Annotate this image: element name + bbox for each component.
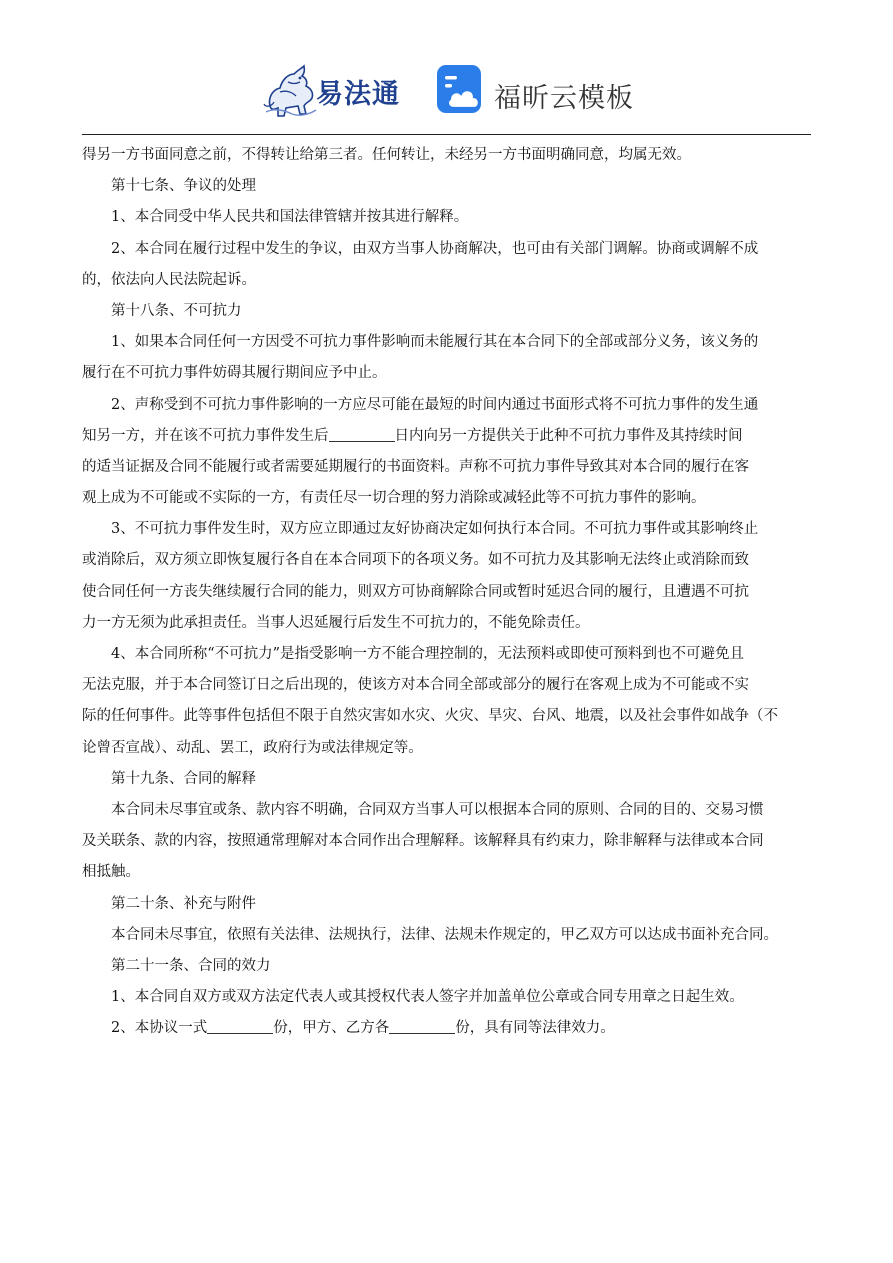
- line-text-before-blank: 2、本协议一式: [111, 1020, 208, 1037]
- contract-line: 的，依法向人民法院起诉。: [82, 271, 256, 288]
- contract-line: 3、不可抗力事件发生时，双方应立即通过友好协商决定如何执行本合同。不可抗力事件或其影响终止: [111, 521, 759, 538]
- contract-line: 或消除后，双方须立即恢复履行各自在本合同项下的各项义务。如不可抗力及其影响无法终止或消除而致: [82, 552, 749, 569]
- contract-line: [82, 421, 814, 452]
- contract-line: 力一方无须为此承担责任。当事人迟延履行后发生不可抗力的，不能免除责任。: [82, 614, 590, 631]
- contract-line: 第二十条、补充与附件: [111, 895, 256, 912]
- line-text-before-blank: 知另一方，并在该不可抗力事件发生后: [82, 427, 329, 444]
- foxit-brand-text: 福昕云模板: [494, 83, 634, 114]
- foxit-cloud-template-logo: [436, 64, 646, 120]
- line-text-between-blanks: 份，甲方、乙方各: [273, 1020, 390, 1037]
- contract-line: 相抵触。: [82, 864, 140, 881]
- contract-line: 4、本合同所称“不可抗力”是指受影响一方不能合理控制的，无法预料或即使可预料到也不可避免且: [111, 646, 745, 662]
- contract-body: [82, 140, 814, 1044]
- contract-line: 第二十一条、合同的效力: [111, 957, 271, 974]
- contract-line: 的适当证据及合同不能履行或者需要延期履行的书面资料。声称不可抗力事件导致其对本合同的履行在客: [82, 458, 749, 475]
- contract-line: 2、声称受到不可抗力事件影响的一方应尽可能在最短的时间内通过书面形式将不可抗力事件的发生通: [111, 396, 759, 413]
- contract-line: 履行在不可抗力事件妨碍其履行期间应予中止。: [82, 365, 387, 382]
- contract-line: 1、如果本合同任何一方因受不可抗力事件影响而未能履行其在本合同下的全部或部分义务，该义务的: [111, 334, 759, 351]
- contract-line: 及关联条、款的内容，按照通常理解对本合同作出合理解释。该解释具有约束力，除非解释与法律或本合同: [82, 833, 764, 850]
- contract-line: 使合同任何一方丧失继续履行合同的能力，则双方可协商解除合同或暂时延迟合同的履行，且遭遇不可抗: [82, 583, 749, 600]
- contract-line: 第十七条、争议的处理: [111, 178, 256, 195]
- yifatong-logo: [262, 62, 414, 118]
- qilin-horse-icon: [262, 62, 320, 118]
- contract-line: 观上成为不可能或不实际的一方，有责任尽一切合理的努力消除或减轻此等不可抗力事件的影响。: [82, 490, 706, 507]
- contract-line: 本合同未尽事宜或条、款内容不明确，合同双方当事人可以根据本合同的原则、合同的目的、交易习惯: [111, 801, 764, 818]
- contract-line: 论曾否宣战）、动乱、罢工，政府行为或法律规定等。: [82, 739, 423, 756]
- cloud-document-icon: [436, 64, 486, 116]
- contract-line: 1、本合同自双方或双方法定代表人或其授权代表人签字并加盖单位公章或合同专用章之日起生效。: [111, 989, 744, 1006]
- yifatong-brand-text: 易法通: [316, 79, 400, 110]
- contract-line: 2、本合同在履行过程中发生的争议，由双方当事人协商解决，也可由有关部门调解。协商或调解不成: [111, 240, 759, 257]
- contract-line: 本合同未尽事宜，依照有关法律、法规执行，法律、法规未作规定的，甲乙双方可以达成书面补充合同。: [111, 926, 778, 943]
- contract-line: 1、本合同受中华人民共和国法律管辖并按其进行解释。: [111, 209, 469, 226]
- header-divider: [82, 134, 811, 135]
- line-text-after-blank: 日内向另一方提供关于此种不可抗力事件及其持续时间: [394, 427, 743, 444]
- contract-line: 无法克服，并于本合同签订日之后出现的，使该方对本合同全部或部分的履行在客观上成为不可能或不实: [82, 677, 749, 694]
- page-header: [0, 58, 893, 128]
- contract-line: 第十九条、合同的解释: [111, 770, 256, 787]
- fill-in-blank: [207, 1017, 273, 1034]
- line-text-after-blank: 份，具有同等法律效力。: [455, 1020, 615, 1037]
- contract-line: [82, 1013, 814, 1044]
- contract-line: 际的任何事件。此等事件包括但不限于自然灾害如水灾、火灾、旱灾、台风、地震，以及社会事件如战争（不: [82, 708, 778, 725]
- contract-line: 得另一方书面同意之前，不得转让给第三者。任何转让，未经另一方书面明确同意，均属无效。: [82, 147, 691, 163]
- fill-in-blank: [329, 425, 395, 442]
- contract-line: 第十八条、不可抗力: [111, 302, 242, 319]
- fill-in-blank: [389, 1017, 455, 1034]
